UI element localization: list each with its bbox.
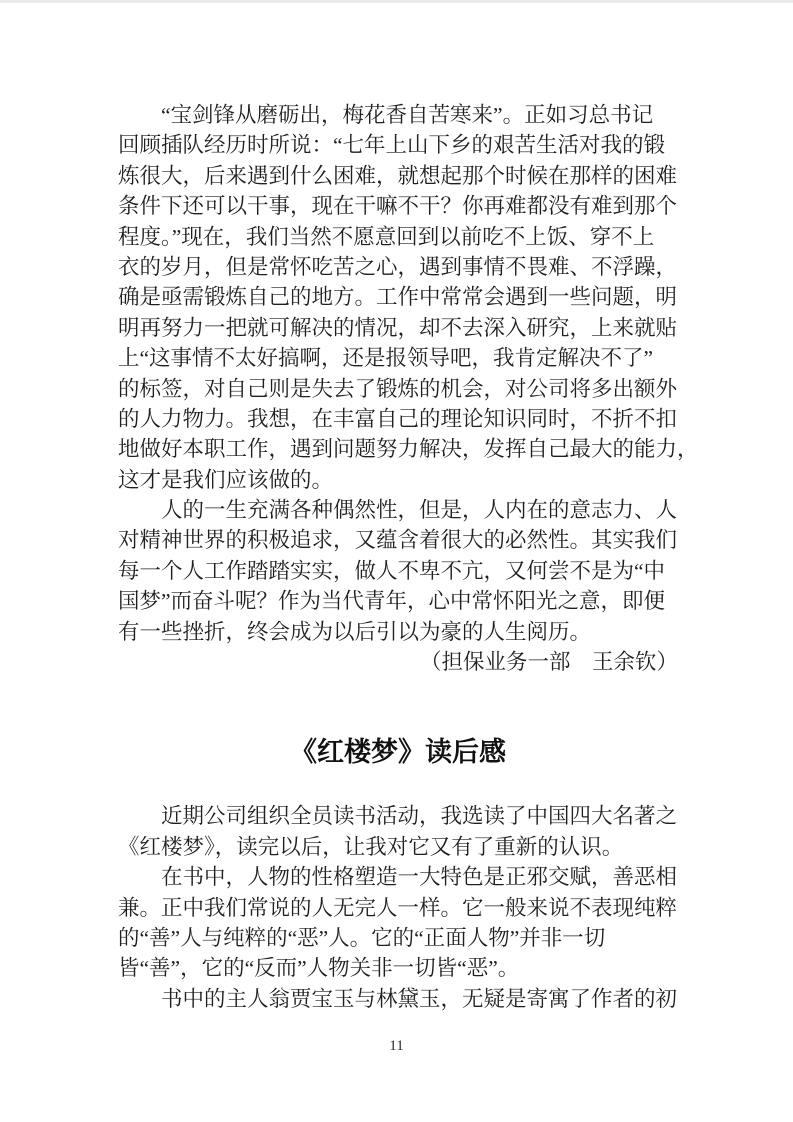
- text-line: “宝剑锋从磨砺出，梅花香自苦寒来”。正如习总书记: [161, 103, 654, 127]
- attribution-line: [118, 647, 678, 677]
- section-heading: [118, 735, 678, 771]
- paragraph: [118, 862, 678, 984]
- text-line: 炼很大，后来遇到什么困难，就想起那个时候在那样的困难: [118, 163, 678, 188]
- text-line: 《红楼梦》，读完以后，让我对它又有了重新的认识。: [118, 834, 624, 859]
- text-line: 条件下还可以干事，现在干嘛不干？你再难都没有难到那个: [118, 194, 678, 219]
- text-line: 近期公司组织全员读书活动，我选读了中国四大名著之: [161, 804, 678, 829]
- text-line: 明再努力一把就可解决的情况，却不去深入研究，上来就贴: [118, 315, 678, 340]
- text-line: 的“善”人与纯粹的“恶”人。它的“正面人物”并非一切: [118, 925, 606, 950]
- text-line: 地做好本职工作，遇到问题努力解决，发挥自己最大的能力，: [118, 437, 699, 462]
- text-line: （担保业务一部 王余钦）: [419, 650, 678, 675]
- paragraph: [118, 984, 678, 1014]
- text-line: 国梦”而奋斗呢？作为当代青年，心中常怀阳光之意，即便: [118, 589, 666, 614]
- paragraph: [118, 495, 678, 647]
- text-line: 有一些挫折，终会成为以后引以为豪的人生阅历。: [118, 619, 592, 644]
- paragraph: [118, 801, 678, 862]
- page-number: 11: [389, 1038, 404, 1054]
- text-line: 书中的主人翁贾宝玉与林黛玉，无疑是寄寓了作者的初: [161, 986, 678, 1011]
- text-line: 每一个人工作踏踏实实，做人不卑不亢，又何尝不是为“中: [118, 558, 666, 583]
- text-line: 皆“善”，它的“反而”人物关非一切皆“恶”。: [118, 956, 520, 981]
- document-body: [118, 100, 699, 1014]
- text-line: 程度。”现在，我们当然不愿意回到以前吃不上饭、穿不上: [118, 224, 655, 249]
- text-line: 兼。正中我们常说的人无完人一样。它一般来说不表现纯粹: [118, 895, 678, 920]
- text-line: 这才是我们应该做的。: [118, 467, 334, 492]
- text-line: 人的一生充满各种偶然性，但是，人内在的意志力、人: [161, 498, 678, 523]
- text-line: 确是亟需锻炼自己的地方。工作中常常会遇到一些问题，明: [118, 285, 678, 310]
- paragraph: [118, 100, 699, 495]
- text-line: 在书中，人物的性格塑造一大特色是正邪交赋，善恶相: [161, 865, 678, 890]
- text-line: 的人力物力。我想，在丰富自己的理论知识同时，不折不扣: [118, 406, 678, 431]
- text-line: 回顾插队经历时所说：“七年上山下乡的艰苦生活对我的锻: [118, 133, 666, 158]
- text-line: 衣的岁月，但是常怀吃苦之心，遇到事情不畏难、不浮躁，: [118, 254, 678, 279]
- text-line: 的标签，对自己则是失去了锻炼的机会，对公司将多出额外: [118, 376, 678, 401]
- page-top-edge: [0, 0, 793, 3]
- text-line: 上“这事情不太好搞啊，还是报领导吧，我肯定解决不了”: [118, 346, 654, 371]
- text-line: 对精神世界的积极追求，又蕴含着很大的必然性。其实我们: [118, 528, 678, 553]
- heading-text: 《红楼梦》读后感: [290, 737, 506, 769]
